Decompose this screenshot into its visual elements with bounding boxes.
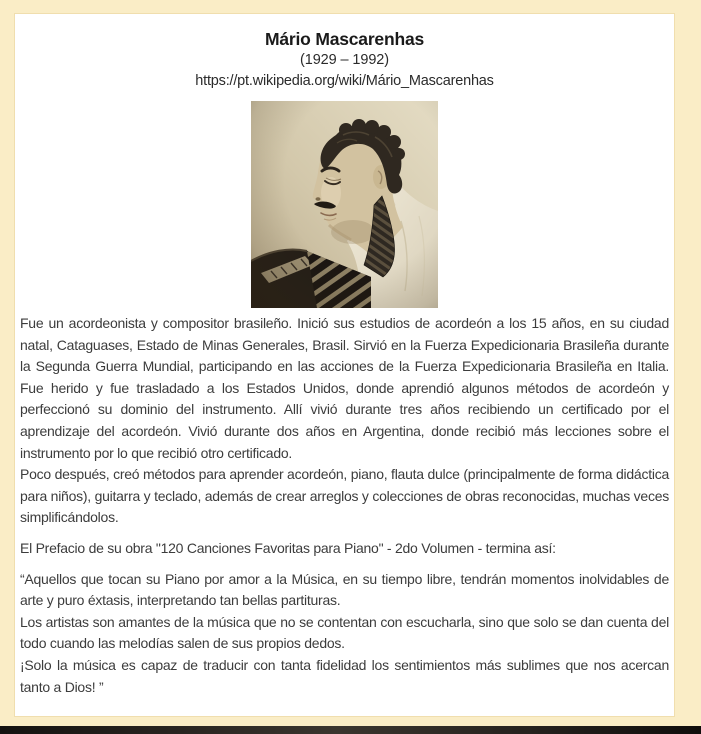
quote-line-1: “Aquellos que tocan su Piano por amor a la Música, en su tiempo libre, tendrán momentos inolvidables de arte y puro éxtasis, interpretando tan bellas partituras.: [20, 570, 669, 609]
page-title: Mário Mascarenhas: [264, 29, 425, 49]
window-edge-bar: [0, 726, 701, 734]
portrait-photo: [251, 101, 438, 308]
portrait-illustration: [251, 101, 438, 308]
document-page: [15, 14, 674, 716]
biography-text: [20, 313, 669, 698]
document-header: [20, 28, 669, 92]
photo-vignette: [251, 101, 438, 308]
quote-line-3: ¡Solo la música es capaz de traducir con tanta fidelidad los sentimientos más sublimes que nos acercan tanto a Dios! ”: [20, 656, 669, 695]
bio-paragraph-1: Fue un acordeonista y compositor brasileño. Inició sus estudios de acordeón a los 15 años, en su ciudad natal, Cataguases, Estado de Minas Generales, Brasil. Sirvió en la Fuerza Expedicionaria Brasileña durante la Segunda Guerra Mundial, participando en las acciones de la Fuerza Expedicionaria Brasileña en Italia. Fue herido y fue trasladado a los Estados Unidos, donde aprendió algunos métodos de acordeón y perfeccionó su dominio del instrumento. Allí vivió durante tres años recibiendo un certificado por el aprendizaje del acordeón. Vivió durante dos años en Argentina, donde recibió más lecciones sobre el instrumento por lo que recibió otro certificado.: [20, 315, 669, 461]
life-years: (1929 – 1992): [300, 52, 389, 68]
preface-intro: El Prefacio de su obra "120 Canciones Favoritas para Piano" - 2do Volumen - termina así:: [20, 539, 556, 556]
quote-line-2: Los artistas son amantes de la música que no se contentan con escucharla, sino que solo se dan cuenta del todo cuando las melodías salen de sus propios dedos.: [20, 613, 669, 652]
wikipedia-url: https://pt.wikipedia.org/wiki/Mário_Mascarenhas: [195, 73, 494, 89]
bio-paragraph-2: Poco después, creó métodos para aprender acordeón, piano, flauta dulce (principalmente de forma didáctica para niños), guitarra y teclado, además de crear arreglos y colecciones de obras reconocidas, muchas veces simplificándolos.: [20, 466, 669, 526]
